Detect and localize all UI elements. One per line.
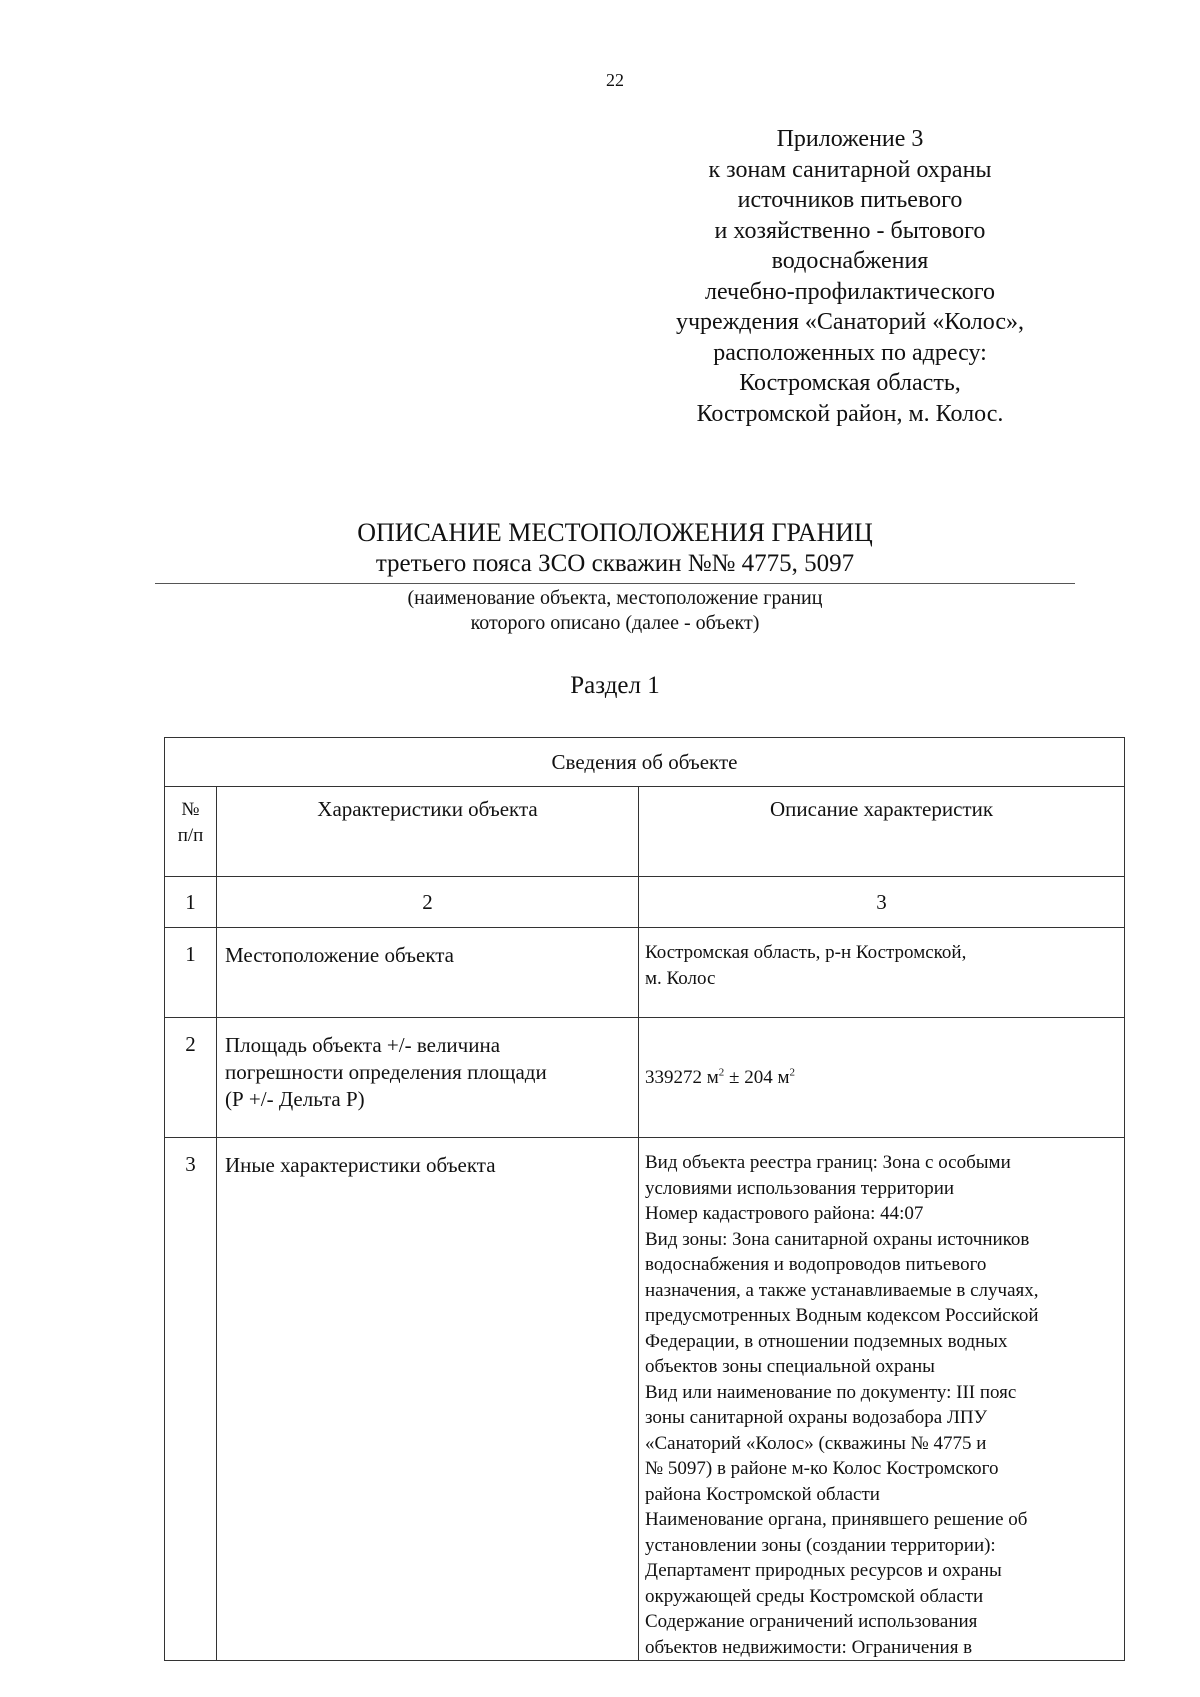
column-index-row: [165, 877, 1125, 928]
document-subtitle: третьего пояса ЗСО скважин №№ 4775, 5097: [375, 550, 855, 577]
area-value-cell: [639, 1018, 1125, 1138]
description-line: зоны санитарной охраны водозабора ЛПУ: [645, 1407, 988, 1428]
description-line: Содержание ограничений использования: [645, 1611, 978, 1632]
appendix-line: источников питьевого: [737, 187, 963, 213]
appendix-line: Приложение 3: [776, 126, 924, 152]
header-characteristic: Характеристики объекта: [217, 787, 639, 877]
header-description: Описание характеристик: [639, 787, 1125, 877]
table-row: [165, 1018, 1125, 1138]
area-error-exponent: 2: [789, 1066, 795, 1079]
characteristic-line: (Р +/- Дельта Р): [225, 1087, 365, 1111]
document-title-block: [155, 517, 1075, 636]
header-number-line2: п/п: [177, 825, 204, 846]
row-description: [639, 928, 1125, 1018]
table-row: [165, 928, 1125, 1018]
object-info-table: [164, 737, 1125, 1661]
header-number: [165, 787, 217, 877]
description-line: Вид зоны: Зона санитарной охраны источников: [645, 1228, 1030, 1250]
area-unit-exponent: 2: [718, 1066, 725, 1079]
description-line: назначения, а также устанавливаемые в случаях,: [645, 1279, 1039, 1301]
appendix-line: Костромская область,: [739, 370, 961, 396]
description-line: объектов зоны специальной охраны: [645, 1356, 935, 1377]
appendix-reference: [640, 124, 1060, 429]
row-characteristic: Иные характеристики объекта: [217, 1138, 639, 1661]
table-row: [165, 1138, 1125, 1661]
page-number: 22: [606, 70, 624, 90]
document-title: ОПИСАНИЕ МЕСТОПОЛОЖЕНИЯ ГРАНИЦ: [357, 518, 873, 547]
row-number: 2: [165, 1018, 217, 1138]
description-line: района Костромской области: [645, 1483, 880, 1505]
description-line: Номер кадастрового района: 44:07: [645, 1203, 924, 1224]
description-line: объектов недвижимости: Ограничения в: [645, 1636, 973, 1658]
column-index: 3: [639, 877, 1125, 928]
appendix-line: расположенных по адресу:: [713, 339, 987, 366]
description-line: Наименование органа, принявшего решение об: [645, 1509, 1028, 1530]
title-note-line: (наименование объекта, местоположение границ: [407, 587, 823, 609]
description-line: установлении зоны (создании территории):: [645, 1534, 996, 1556]
characteristic-line: погрешности определения площади: [225, 1060, 547, 1084]
characteristic-line: Площадь объекта +/- величина: [225, 1033, 501, 1057]
description-line: Вид объекта реестра границ: Зона с особыми: [645, 1152, 1011, 1173]
row-description: [639, 1138, 1125, 1661]
description-line: условиями использования территории: [645, 1177, 955, 1199]
appendix-line: и хозяйственно - бытового: [714, 217, 986, 244]
column-index: 2: [217, 877, 639, 928]
header-number-line1: №: [181, 799, 200, 820]
description-line: Костромская область, р-н Костромской,: [645, 942, 967, 963]
row-number: 3: [165, 1138, 217, 1661]
description-line: м. Колос: [645, 967, 716, 989]
appendix-line: к зонам санитарной охраны: [708, 156, 992, 183]
title-note-line: которого описано (далее - объект): [470, 612, 760, 634]
description-line: Вид или наименование по документу: III пояс: [645, 1381, 1017, 1403]
description-line: «Санаторий «Колос» (скважины № 4775 и: [645, 1432, 987, 1454]
appendix-line: водоснабжения: [771, 248, 929, 274]
description-line: предусмотренных Водным кодексом Российской: [645, 1305, 1039, 1326]
appendix-line: лечебно-профилактического: [704, 278, 995, 305]
column-index: 1: [165, 877, 217, 928]
description-line: водоснабжения и водопроводов питьевого: [645, 1254, 987, 1275]
section-heading: Раздел 1: [570, 672, 660, 699]
appendix-line: учреждения «Санаторий «Колос»,: [675, 309, 1024, 335]
title-underline: [155, 583, 1075, 584]
row-characteristic: Местоположение объекта: [217, 928, 639, 1018]
description-line: Федерации, в отношении подземных водных: [645, 1330, 1008, 1352]
table-caption: Сведения об объекте: [165, 738, 1125, 787]
row-number: 1: [165, 928, 217, 1018]
area-error: ± 204 м: [724, 1066, 790, 1088]
description-line: Департамент природных ресурсов и охраны: [645, 1560, 1002, 1581]
description-line: окружающей среды Костромской области: [645, 1585, 984, 1607]
area-value: 339272 м: [645, 1066, 719, 1088]
appendix-line: Костромской район, м. Колос.: [696, 400, 1004, 427]
description-line: № 5097) в районе м-ко Колос Костромского: [645, 1458, 999, 1479]
table-header-row: [165, 787, 1125, 877]
row-characteristic: [217, 1018, 639, 1138]
